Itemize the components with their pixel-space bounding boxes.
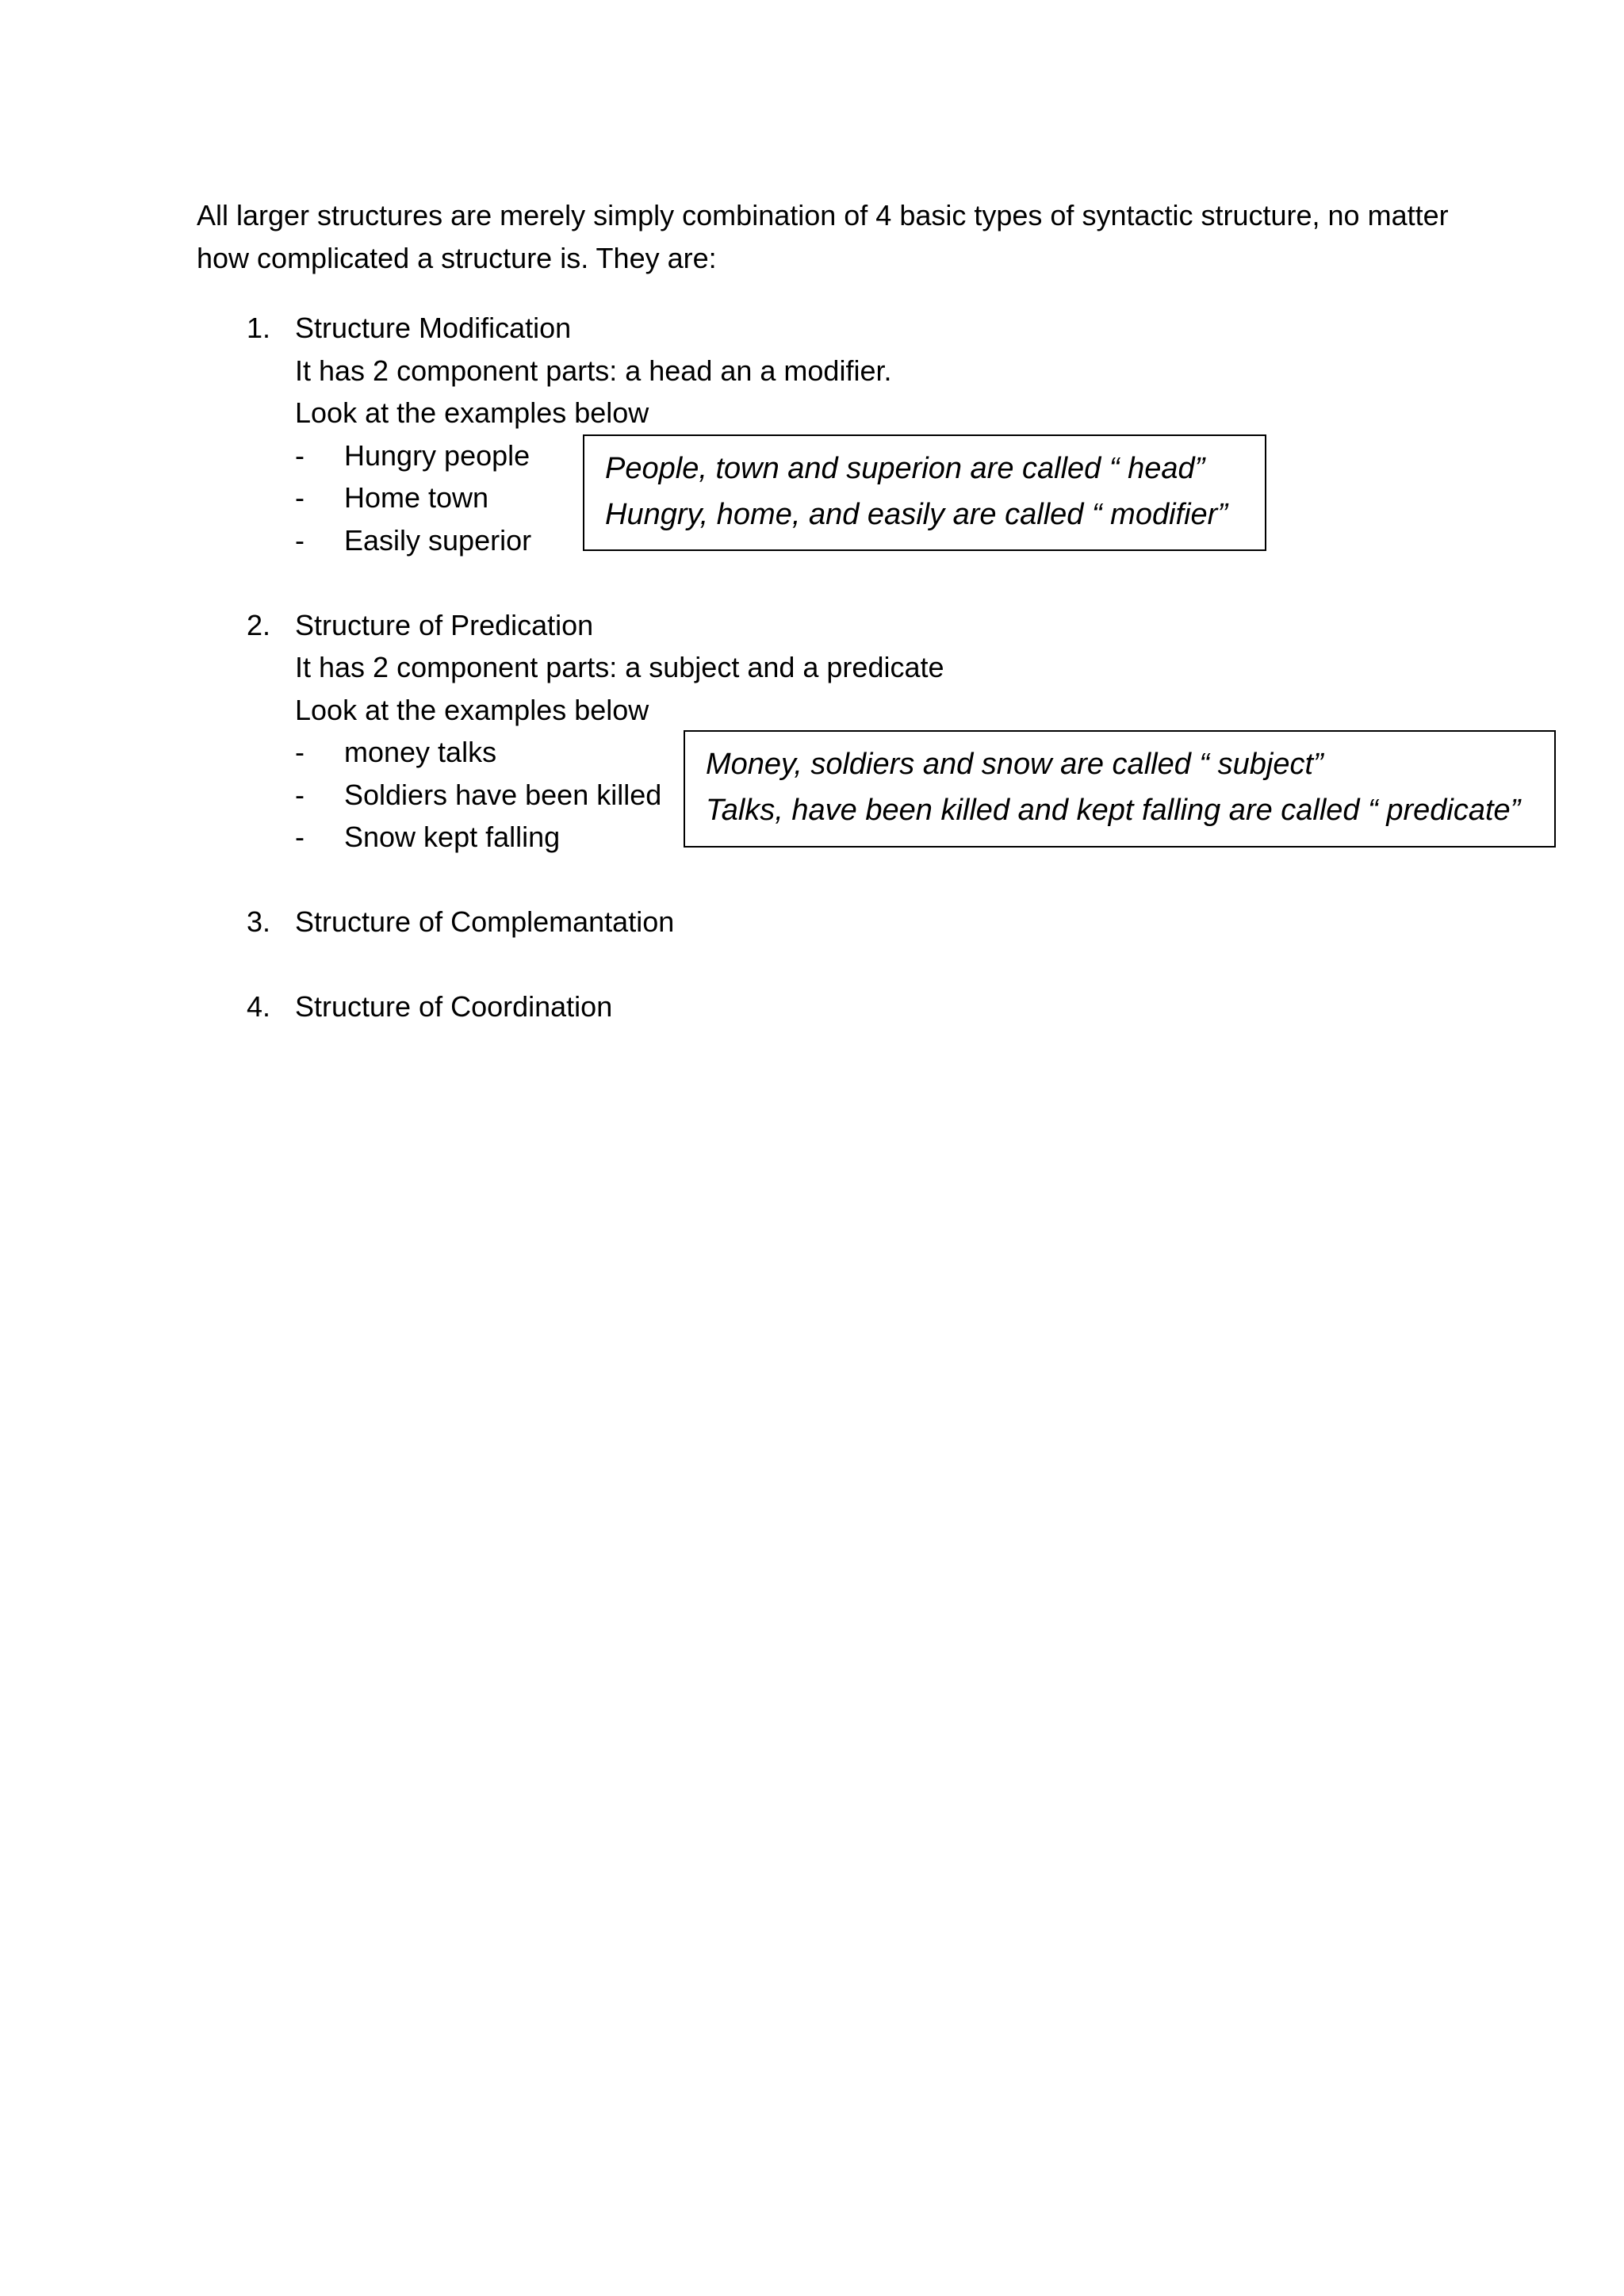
item-2-title: Structure of Predication <box>295 609 594 641</box>
item-1-example-3: Easily superior <box>344 524 532 557</box>
intro-line-2: how complicated a structure is. They are: <box>197 242 717 274</box>
intro-line-1: All larger structures are merely simply combination of 4 basic types of syntactic structure, no matter <box>197 199 1449 232</box>
item-1-example-1-dash: - <box>295 439 304 472</box>
item-2-note-line-1: Money, soldiers and snow are called “ subject” <box>706 748 1323 781</box>
item-2-example-2-dash: - <box>295 779 304 811</box>
item-1-note-line-1: People, town and superion are called “ head” <box>605 452 1205 485</box>
item-4-title: Structure of Coordination <box>295 990 613 1023</box>
item-2-example-3: Snow kept falling <box>344 821 561 853</box>
item-1-number: 1. <box>247 312 271 344</box>
item-4-number: 4. <box>247 990 271 1023</box>
item-1-description: It has 2 component parts: a head an a modifier. <box>295 354 892 387</box>
item-1-example-3-dash: - <box>295 524 304 557</box>
item-2-number: 2. <box>247 609 271 641</box>
item-1-example-1: Hungry people <box>344 439 530 472</box>
item-3-title: Structure of Complemantation <box>295 905 675 938</box>
item-2-example-1-dash: - <box>295 736 304 768</box>
item-2-note-line-2: Talks, have been killed and kept falling are called “ predicate” <box>706 794 1521 827</box>
item-1-title: Structure Modification <box>295 312 572 344</box>
item-1-note-box <box>583 434 1266 551</box>
item-2-example-1: money talks <box>344 736 497 768</box>
item-1-note-line-2: Hungry, home, and easily are called “ modifier” <box>605 498 1228 531</box>
item-1-look-line: Look at the examples below <box>295 396 649 429</box>
item-2-description: It has 2 component parts: a subject and a predicate <box>295 651 944 683</box>
item-2-note-box <box>684 730 1556 848</box>
item-2-look-line: Look at the examples below <box>295 694 649 726</box>
item-3-number: 3. <box>247 905 271 938</box>
item-1-example-2-dash: - <box>295 481 304 514</box>
item-2-example-3-dash: - <box>295 821 304 853</box>
item-2-example-2: Soldiers have been killed <box>344 779 662 811</box>
item-1-example-2: Home town <box>344 481 489 514</box>
